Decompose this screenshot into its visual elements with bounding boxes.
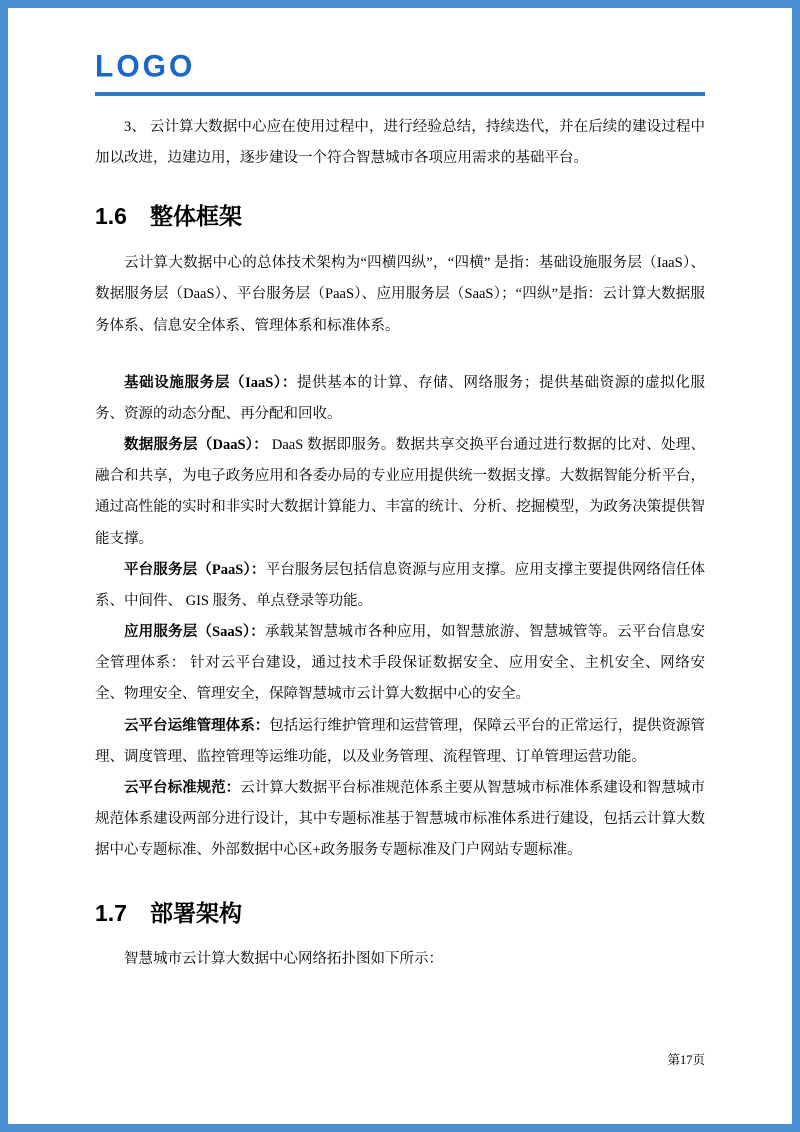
header-rule — [95, 92, 705, 96]
paragraph-standards — [95, 773, 705, 867]
paragraph-ops-management — [95, 711, 705, 773]
paragraph-daas-text: DaaS 数据即服务。数据共享交换平台通过进行数据的比对、处理、融合和共享，为电子政务应用和各委办局的专业应用提供统一数据支撑。大数据智能分析平台，通过高性能的实时和非实时大数据计算能力、丰富的统计、分析、挖掘模型，为政务决策提供智能支撑。 — [95, 437, 706, 547]
paragraph-iaas — [95, 368, 705, 430]
logo: LOGO — [95, 49, 196, 85]
paragraph-saas-lead: 应用服务层（SaaS）： — [124, 624, 265, 641]
paragraph-saas-text: 承载某智慧城市各种应用，如智慧旅游、智慧城管等。云平台信息安全管理体系： 针对云平台建设，通过技术手段保证数据安全、应用安全、主机安全、网络安全、物理安全、管理安全，保障智慧城市云计算大数据中心的安全。 — [95, 624, 705, 703]
heading-1-6: 1.6 整体框架 — [95, 203, 242, 230]
paragraph-paas-text: 平台服务层包括信息资源与应用支撑。应用支撑主要提供网络信任体系、中间件、 GIS 服务、单点登录等功能。 — [95, 561, 706, 609]
page-number: 第17页 — [667, 1053, 705, 1067]
service-layer-paragraphs — [95, 368, 705, 867]
document-header — [95, 49, 705, 96]
paragraph-paas-lead: 平台服务层（PaaS）： — [124, 561, 266, 578]
document-page — [8, 8, 792, 1124]
heading-1-7: 1.7 部署架构 — [95, 899, 242, 926]
paragraph-architecture-overview: 云计算大数据中心的总体技术架构为“四横四纵”，“四横” 是指：基础设施服务层（IaaS）、数据服务层（DaaS）、平台服务层（PaaS）、应用服务层（SaaS）；“四纵”是指：云计算大数据服务体系、信息安全体系、管理体系和标准体系。 — [95, 255, 705, 334]
paragraph-saas — [95, 617, 705, 711]
document-body — [95, 112, 705, 976]
paragraph-iaas-lead: 基础设施服务层（IaaS）： — [124, 374, 297, 391]
paragraph-standards-lead: 云平台标准规范： — [124, 779, 241, 796]
paragraph-intro: 3、 云计算大数据中心应在使用过程中，进行经验总结，持续迭代，并在后续的建设过程中加以改进，边建边用，逐步建设一个符合智慧城市各项应用需求的基础平台。 — [95, 119, 705, 167]
paragraph-ops-management-lead: 云平台运维管理体系： — [124, 717, 270, 734]
paragraph-daas — [95, 430, 705, 555]
paragraph-ops-management-text: 包括运行维护管理和运营管理，保障云平台的正常运行，提供资源管理、调度管理、监控管理等运维功能，以及业务管理、流程管理、订单管理运营功能。 — [95, 717, 706, 765]
paragraph-standards-text: 云计算大数据平台标准规范体系主要从智慧城市标准体系建设和智慧城市规范体系建设两部分进行设计，其中专题标准基于智慧城市标准体系进行建设，包括云计算大数据中心专题标准、外部数据中心区+政务服务专题标准及门户网站专题标准。 — [95, 779, 706, 859]
paragraph-topology: 智慧城市云计算大数据中心网络拓扑图如下所示： — [124, 951, 443, 968]
paragraph-iaas-text: 提供基本的计算、存储、网络服务；提供基础资源的虚拟化服务、资源的动态分配、再分配和回收。 — [95, 374, 705, 422]
paragraph-paas — [95, 555, 705, 617]
paragraph-daas-lead: 数据服务层（DaaS）： — [124, 437, 268, 454]
document-footer — [667, 1050, 705, 1068]
